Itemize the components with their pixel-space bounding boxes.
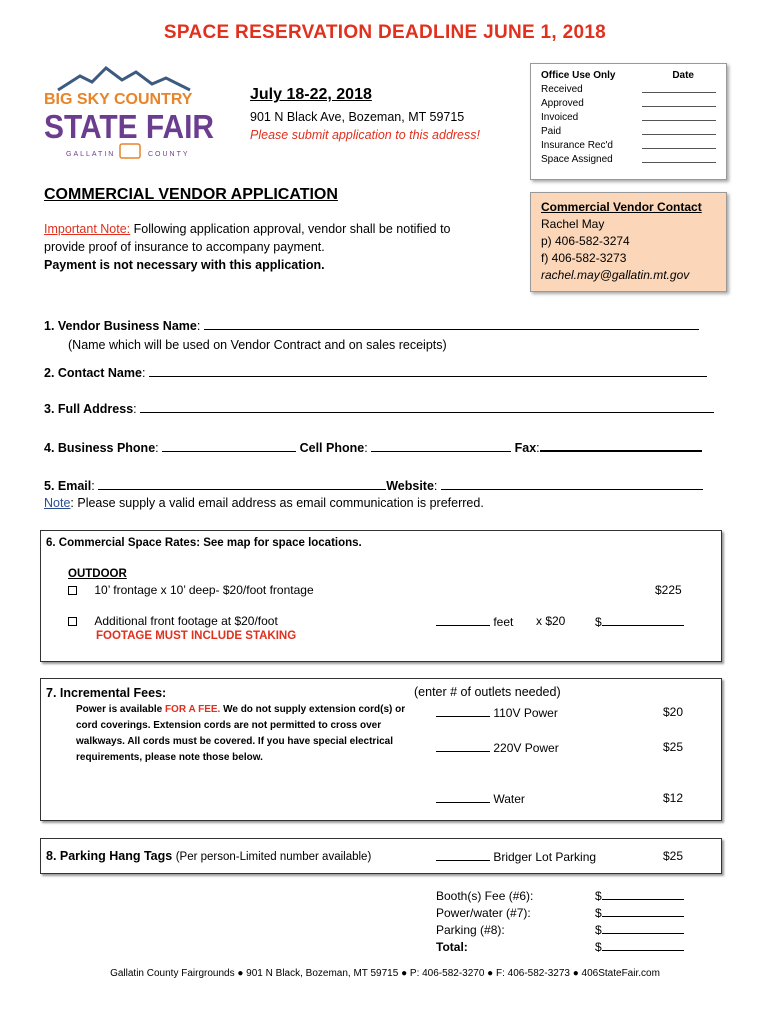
power-220v-input[interactable] xyxy=(436,740,490,752)
standard-space-price: $225 xyxy=(655,583,682,597)
office-date-header: Date xyxy=(672,70,694,81)
dollar-sign: $ xyxy=(595,940,602,954)
logo-line3-right: COUNTY xyxy=(148,151,190,158)
power-desc-post: We do not supply extension cord(s) or cord coverings. Extension cords are not permitted to cross over walkways. All cords must be covered. If you have special electrical requirements, please note those below. xyxy=(76,704,406,763)
vendor-contact-box xyxy=(530,192,727,292)
feet-multiplier: x $20 xyxy=(536,614,566,628)
field-label: 1. Vendor Business Name xyxy=(44,319,197,333)
contact-title: Commercial Vendor Contact xyxy=(541,200,702,214)
logo-line2: STATE FAIR xyxy=(44,108,215,145)
rate-option-additional xyxy=(68,614,278,628)
additional-footage-checkbox[interactable] xyxy=(68,617,77,626)
section6-title: 6. Commercial Space Rates: See map for space locations. xyxy=(46,537,362,549)
cell-phone-label: Cell Phone xyxy=(299,441,365,455)
office-row-label: Approved xyxy=(541,98,584,109)
business-name-input[interactable] xyxy=(204,318,699,330)
field-label: 5. Email xyxy=(44,479,92,493)
dollar-sign: $ xyxy=(595,615,602,629)
note-label: Important Note: xyxy=(44,222,131,236)
office-date-line xyxy=(642,83,716,93)
office-date-line xyxy=(642,125,716,135)
business-name-hint: (Name which will be used on Vendor Contract and on sales receipts) xyxy=(68,338,447,352)
contact-name-input[interactable] xyxy=(149,365,707,377)
dollar-sign: $ xyxy=(595,889,602,903)
email-note-text: : Please supply a valid email address as email communication is preferred. xyxy=(70,496,484,510)
application-title: COMMERCIAL VENDOR APPLICATION xyxy=(44,186,338,203)
office-date-line xyxy=(642,111,716,121)
power-110v-label: 110V Power xyxy=(493,706,558,720)
contact-name: Rachel May xyxy=(541,217,605,231)
additional-footage-label: Additional front footage at $20/foot xyxy=(94,614,278,628)
parking-option xyxy=(436,849,596,864)
fee-option-110v xyxy=(436,705,558,720)
field-label: 2. Contact Name xyxy=(44,366,142,380)
note-text: Following application approval, vendor shall be notified to provide proof of insurance to accompany payment. xyxy=(44,222,451,254)
parking-price: $25 xyxy=(663,849,684,863)
fee-option-water xyxy=(436,791,525,806)
field-email-website: 5. Email: Website: xyxy=(44,478,703,493)
office-use-header: Office Use Only xyxy=(541,70,616,81)
water-label: Water xyxy=(493,792,525,806)
section8-heading xyxy=(46,849,371,863)
additional-feet-entry xyxy=(436,614,513,629)
additional-total-entry xyxy=(595,614,684,629)
business-phone-input[interactable] xyxy=(162,440,296,452)
email-note xyxy=(44,496,484,510)
power-description xyxy=(76,702,416,766)
event-dates: July 18-22, 2018 xyxy=(250,86,372,103)
power-220v-label: 220V Power xyxy=(493,741,559,755)
fair-logo xyxy=(40,62,220,162)
totals-labels xyxy=(436,888,533,956)
fee-option-220v xyxy=(436,740,559,755)
section8-title: 8. Parking Hang Tags xyxy=(46,849,173,863)
booth-fee-label: Booth(s) Fee (#6): xyxy=(436,889,534,903)
power-220v-price: $25 xyxy=(663,740,684,754)
deadline-headline: SPACE RESERVATION DEADLINE JUNE 1, 2018 xyxy=(163,22,607,43)
standard-space-checkbox[interactable] xyxy=(68,586,77,595)
field-business-name: 1. Vendor Business Name: xyxy=(44,318,699,333)
office-row-label: Insurance Rec'd xyxy=(541,140,613,151)
office-row-label: Invoiced xyxy=(541,112,579,123)
section7-title: 7. Incremental Fees: xyxy=(46,686,167,700)
feet-label: feet xyxy=(493,615,514,629)
office-row-label: Paid xyxy=(541,126,562,137)
email-note-label: Note xyxy=(44,496,71,510)
dollar-sign: $ xyxy=(595,906,602,920)
important-note xyxy=(44,220,474,274)
mountain-logo-icon xyxy=(40,62,220,162)
website-input[interactable] xyxy=(441,478,703,490)
office-date-line xyxy=(642,139,716,149)
note-bold-text: Payment is not necessary with this application. xyxy=(44,258,325,272)
grand-total-input[interactable] xyxy=(602,939,684,951)
parking-label: Bridger Lot Parking xyxy=(493,850,597,864)
power-desc-pre: Power is available xyxy=(76,704,165,715)
office-use-box xyxy=(530,63,727,180)
water-price: $12 xyxy=(663,791,684,805)
logo-line1: BIG SKY COUNTRY xyxy=(44,91,193,108)
section8-sub: (Per person-Limited number available) xyxy=(175,851,372,863)
cell-phone-input[interactable] xyxy=(371,440,511,452)
field-contact-name: 2. Contact Name: xyxy=(44,365,707,380)
additional-feet-input[interactable] xyxy=(436,614,490,626)
parking-total-input[interactable] xyxy=(602,922,684,934)
full-address-input[interactable] xyxy=(140,401,714,413)
office-row-label: Space Assigned xyxy=(541,154,613,165)
website-label: Website xyxy=(386,479,434,493)
fax-label: Fax xyxy=(514,441,537,455)
office-date-line xyxy=(642,153,716,163)
standard-space-label: 10’ frontage x 10’ deep- $20/foot frontage xyxy=(94,583,314,597)
booth-fee-input[interactable] xyxy=(602,888,684,900)
parking-total-label: Parking (#8): xyxy=(436,923,505,937)
logo-line3-left: GALLATIN xyxy=(66,151,116,158)
power-110v-input[interactable] xyxy=(436,705,490,717)
rate-option-standard xyxy=(68,583,314,597)
submit-note: Please submit application to this address! xyxy=(250,128,480,142)
field-label: 3. Full Address xyxy=(44,402,134,416)
contact-email[interactable]: rachel.may@gallatin.mt.gov xyxy=(541,268,690,282)
outdoor-label: OUTDOOR xyxy=(68,568,127,580)
totals-inputs xyxy=(595,888,684,956)
additional-total-input[interactable] xyxy=(602,614,684,626)
power-110v-price: $20 xyxy=(663,705,684,719)
office-date-line xyxy=(642,97,716,107)
footer-contact: Gallatin County Fairgrounds ● 901 N Black, Bozeman, MT 59715 ● P: 406-582-3270 ● F: 406-582-3273 ● 406StateFair.com xyxy=(110,968,660,979)
power-water-input[interactable] xyxy=(602,905,684,917)
outlets-hint: (enter # of outlets needed) xyxy=(414,685,561,699)
parking-input[interactable] xyxy=(436,849,490,861)
office-row-label: Received xyxy=(541,84,583,95)
email-input[interactable] xyxy=(98,478,386,490)
dollar-sign: $ xyxy=(595,923,602,937)
water-input[interactable] xyxy=(436,791,490,803)
power-desc-fee: FOR A FEE. xyxy=(164,704,221,715)
fax-input[interactable] xyxy=(540,440,702,452)
contact-fax: f) 406-582-3273 xyxy=(541,251,627,265)
footage-staking-note: FOOTAGE MUST INCLUDE STAKING xyxy=(96,630,297,642)
grand-total-label: Total: xyxy=(436,940,468,954)
field-full-address: 3. Full Address: xyxy=(44,401,714,416)
field-phones: 4. Business Phone: Cell Phone: Fax: xyxy=(44,440,702,455)
field-label: 4. Business Phone xyxy=(44,441,156,455)
contact-phone: p) 406-582-3274 xyxy=(541,234,630,248)
event-address: 901 N Black Ave, Bozeman, MT 59715 xyxy=(250,110,465,124)
power-water-label: Power/water (#7): xyxy=(436,906,531,920)
